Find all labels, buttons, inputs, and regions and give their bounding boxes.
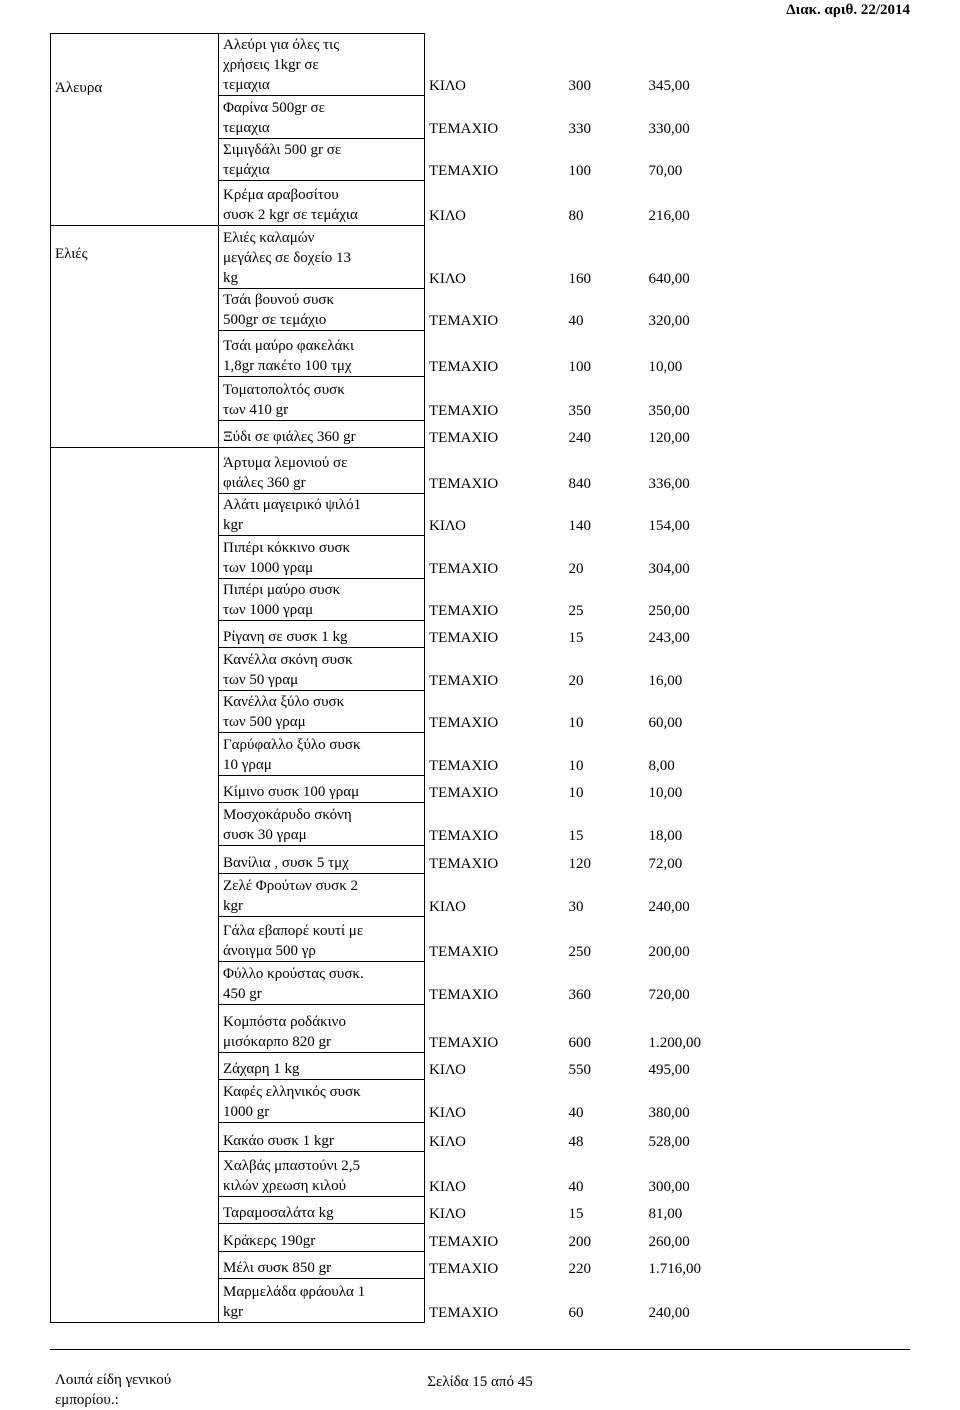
item-unit-cell	[425, 648, 565, 691]
item-quantity-cell	[565, 1224, 645, 1252]
item-unit-cell	[425, 1005, 565, 1053]
item-quantity-cell	[565, 733, 645, 776]
item-total: 70,00	[648, 162, 683, 179]
item-quantity: 25	[568, 602, 584, 619]
item-total-cell	[645, 421, 725, 448]
item-quantity: 10	[568, 757, 584, 774]
item-total-cell	[645, 377, 725, 421]
item-unit-cell	[425, 776, 565, 803]
item-total-cell	[645, 803, 725, 846]
item-description-cell	[219, 421, 425, 448]
item-unit-cell	[425, 691, 565, 733]
item-quantity: 840	[568, 475, 591, 492]
item-total: 336,00	[648, 475, 690, 492]
item-description: Χαλβάς μπαστούνι 2,5 κιλών χρεωση κιλού	[223, 1158, 360, 1194]
item-unit-cell	[425, 1252, 565, 1279]
item-total-cell	[645, 648, 725, 691]
item-quantity: 10	[568, 714, 584, 731]
item-unit: ΤΕΜΑΧΙΟ	[429, 162, 499, 179]
item-total-cell	[645, 1080, 725, 1123]
item-description-cell	[219, 962, 425, 1005]
item-total-cell	[645, 776, 725, 803]
item-quantity: 330	[568, 120, 591, 137]
item-quantity: 100	[568, 162, 591, 179]
item-quantity: 600	[568, 1034, 591, 1051]
item-description: Ζάχαρη 1 kg	[223, 1061, 300, 1077]
category-cell	[51, 448, 219, 1408]
item-unit: ΤΕΜΑΧΙΟ	[429, 855, 499, 872]
category-cell	[51, 34, 219, 226]
table-row	[51, 34, 725, 96]
item-total: 1.716,00	[648, 1260, 701, 1277]
item-quantity-cell	[565, 579, 645, 621]
item-total-cell	[645, 181, 725, 226]
item-unit: ΤΕΜΑΧΙΟ	[429, 358, 499, 375]
item-unit: ΤΕΜΑΧΙΟ	[429, 784, 499, 801]
item-unit-cell	[425, 226, 565, 289]
item-unit: ΚΙΛΟ	[429, 1104, 466, 1121]
item-unit-cell	[425, 1080, 565, 1123]
item-total: 81,00	[648, 1205, 683, 1222]
item-description-cell	[219, 579, 425, 621]
item-unit: ΤΕΜΑΧΙΟ	[429, 1034, 499, 1051]
item-quantity-cell	[565, 421, 645, 448]
item-unit-cell	[425, 1152, 565, 1197]
item-description: Άρτυμα λεμονιού σε φιάλες 360 gr	[223, 455, 348, 491]
item-total: 72,00	[648, 855, 683, 872]
item-quantity: 15	[568, 629, 584, 646]
item-description: Βανίλια , συσκ 5 τμχ	[223, 855, 349, 871]
item-unit: ΤΕΜΑΧΙΟ	[429, 560, 499, 577]
item-total-cell	[645, 733, 725, 776]
item-total-cell	[645, 494, 725, 536]
category-label: Λοιπά είδη γενικού εμπορίου.:	[55, 1372, 172, 1408]
item-description: Ταραμοσαλάτα kg	[223, 1205, 334, 1221]
item-unit-cell	[425, 1197, 565, 1224]
item-total-cell	[645, 579, 725, 621]
item-quantity-cell	[565, 34, 645, 96]
item-total-cell	[645, 1053, 725, 1080]
item-quantity-cell	[565, 377, 645, 421]
item-quantity: 200	[568, 1233, 591, 1250]
item-quantity: 80	[568, 207, 584, 224]
item-unit-cell	[425, 1224, 565, 1252]
item-total-cell	[645, 1224, 725, 1252]
item-unit-cell	[425, 803, 565, 846]
item-quantity: 250	[568, 943, 591, 960]
item-quantity-cell	[565, 621, 645, 648]
item-total: 380,00	[648, 1104, 690, 1121]
item-description: Φύλλο κρούστας συσκ. 450 gr	[223, 966, 364, 1002]
item-total-cell	[645, 289, 725, 331]
item-total: 200,00	[648, 943, 690, 960]
item-quantity: 60	[568, 1304, 584, 1321]
item-quantity-cell	[565, 448, 645, 494]
item-quantity-cell	[565, 96, 645, 139]
item-description: Τσάι βουνού συσκ 500gr σε τεμάχιο	[223, 292, 335, 328]
item-description-cell	[219, 691, 425, 733]
item-unit: ΤΕΜΑΧΙΟ	[429, 312, 499, 329]
document-reference: Διακ. αριθ. 22/2014	[786, 2, 910, 18]
item-description-cell	[219, 289, 425, 331]
item-unit: ΚΙΛΟ	[429, 1205, 466, 1222]
item-unit: ΤΕΜΑΧΙΟ	[429, 986, 499, 1003]
item-total: 240,00	[648, 898, 690, 915]
item-description-cell	[219, 874, 425, 917]
item-total-cell	[645, 1005, 725, 1053]
item-description: Ξύδι σε φιάλες 360 gr	[223, 429, 356, 445]
item-unit-cell	[425, 874, 565, 917]
item-description-cell	[219, 803, 425, 846]
item-description-cell	[219, 181, 425, 226]
item-description: Ρίγανη σε συσκ 1 kg	[223, 629, 348, 645]
item-quantity-cell	[565, 1252, 645, 1279]
item-total-cell	[645, 962, 725, 1005]
item-description: Γαρύφαλλο ξύλο συσκ 10 γραμ	[223, 737, 361, 773]
item-unit-cell	[425, 846, 565, 874]
item-description-cell	[219, 1080, 425, 1123]
item-description-cell	[219, 377, 425, 421]
item-total-cell	[645, 691, 725, 733]
item-unit: ΤΕΜΑΧΙΟ	[429, 714, 499, 731]
item-description: Αλάτι μαγειρικό ψιλό1 kgr	[223, 497, 362, 533]
item-description: Πιπέρι μαύρο συσκ των 1000 γραμ	[223, 582, 341, 618]
item-unit: ΤΕΜΑΧΙΟ	[429, 1260, 499, 1277]
item-total: 18,00	[648, 827, 683, 844]
category-cell	[51, 226, 219, 448]
item-quantity: 40	[568, 1104, 584, 1121]
item-quantity-cell	[565, 846, 645, 874]
item-description-cell	[219, 96, 425, 139]
item-unit-cell	[425, 1123, 565, 1152]
item-unit-cell	[425, 962, 565, 1005]
item-quantity-cell	[565, 1197, 645, 1224]
item-quantity-cell	[565, 1279, 645, 1323]
item-unit-cell	[425, 34, 565, 96]
item-description-cell	[219, 846, 425, 874]
item-quantity: 30	[568, 898, 584, 915]
item-total: 250,00	[648, 602, 690, 619]
item-total: 304,00	[648, 560, 690, 577]
item-unit: ΤΕΜΑΧΙΟ	[429, 629, 499, 646]
item-quantity-cell	[565, 803, 645, 846]
item-total: 243,00	[648, 629, 690, 646]
item-description-cell	[219, 733, 425, 776]
item-unit: ΤΕΜΑΧΙΟ	[429, 1233, 499, 1250]
item-description: Τοματοπολτός συσκ των 410 gr	[223, 382, 345, 418]
item-unit-cell	[425, 289, 565, 331]
item-total: 60,00	[648, 714, 683, 731]
item-quantity: 48	[568, 1133, 584, 1150]
item-total-cell	[645, 139, 725, 181]
item-description: Κανέλλα σκόνη συσκ των 50 γραμ	[223, 652, 353, 688]
item-unit: ΤΕΜΑΧΙΟ	[429, 120, 499, 137]
item-description: Κανέλλα ξύλο συσκ των 500 γραμ	[223, 694, 345, 730]
item-unit: ΤΕΜΑΧΙΟ	[429, 757, 499, 774]
item-quantity-cell	[565, 1053, 645, 1080]
item-total: 528,00	[648, 1133, 690, 1150]
item-description-cell	[219, 1152, 425, 1197]
item-description-cell	[219, 34, 425, 96]
item-description: Μαρμελάδα φράουλα 1 kgr	[223, 1284, 366, 1320]
item-description: Μοσχοκάρυδο σκόνη συσκ 30 γραμ	[223, 807, 352, 843]
item-unit: ΤΕΜΑΧΙΟ	[429, 672, 499, 689]
item-unit-cell	[425, 448, 565, 494]
item-unit-cell	[425, 917, 565, 962]
item-description: Κίμινο συσκ 100 γραμ	[223, 784, 360, 800]
item-quantity-cell	[565, 917, 645, 962]
item-total-cell	[645, 1197, 725, 1224]
item-total-cell	[645, 331, 725, 377]
item-total: 16,00	[648, 672, 683, 689]
item-description-cell	[219, 1197, 425, 1224]
item-quantity: 15	[568, 1205, 584, 1222]
item-total: 8,00	[648, 757, 675, 774]
item-total-cell	[645, 621, 725, 648]
item-description-cell	[219, 494, 425, 536]
item-unit: ΤΕΜΑΧΙΟ	[429, 402, 499, 419]
item-description: Ελιές καλαμών μεγάλες σε δοχείο 13 kg	[223, 230, 352, 286]
item-total: 640,00	[648, 270, 690, 287]
item-quantity: 15	[568, 827, 584, 844]
item-total-cell	[645, 1123, 725, 1152]
item-total: 216,00	[648, 207, 690, 224]
item-total: 10,00	[648, 784, 683, 801]
item-quantity: 350	[568, 402, 591, 419]
item-total: 1.200,00	[648, 1034, 701, 1051]
item-quantity-cell	[565, 536, 645, 579]
item-description: Καφές ελληνικός συσκ 1000 gr	[223, 1084, 361, 1120]
item-quantity: 20	[568, 672, 584, 689]
item-quantity: 40	[568, 312, 584, 329]
item-quantity-cell	[565, 691, 645, 733]
category-label: Άλευρα	[55, 80, 103, 96]
item-unit: ΚΙΛΟ	[429, 898, 466, 915]
item-total-cell	[645, 226, 725, 289]
item-total: 495,00	[648, 1061, 690, 1078]
page-number: Σελίδα 15 από 45	[427, 1374, 533, 1390]
item-description: Γάλα εβαπορέ κουτί με άνοιγμα 500 γρ	[223, 923, 364, 959]
item-quantity-cell	[565, 776, 645, 803]
item-total: 300,00	[648, 1178, 690, 1195]
item-description-cell	[219, 536, 425, 579]
item-quantity: 40	[568, 1178, 584, 1195]
item-quantity-cell	[565, 1123, 645, 1152]
item-total: 240,00	[648, 1304, 690, 1321]
item-unit-cell	[425, 494, 565, 536]
item-description-cell	[219, 776, 425, 803]
item-description-cell	[219, 331, 425, 377]
item-total-cell	[645, 917, 725, 962]
item-unit: ΚΙΛΟ	[429, 207, 466, 224]
item-unit: ΤΕΜΑΧΙΟ	[429, 827, 499, 844]
item-total-cell	[645, 1152, 725, 1197]
item-unit: ΚΙΛΟ	[429, 77, 466, 94]
item-total: 320,00	[648, 312, 690, 329]
item-unit-cell	[425, 331, 565, 377]
item-quantity-cell	[565, 289, 645, 331]
item-unit: ΤΕΜΑΧΙΟ	[429, 429, 499, 446]
item-total-cell	[645, 1252, 725, 1279]
item-total-cell	[645, 874, 725, 917]
item-unit-cell	[425, 1053, 565, 1080]
item-unit-cell	[425, 181, 565, 226]
item-quantity: 10	[568, 784, 584, 801]
item-description-cell	[219, 1252, 425, 1279]
item-total-cell	[645, 846, 725, 874]
table-row	[51, 448, 725, 494]
item-total: 350,00	[648, 402, 690, 419]
item-description: Κακάο συσκ 1 kgr	[223, 1133, 334, 1149]
item-quantity-cell	[565, 1080, 645, 1123]
item-quantity-cell	[565, 139, 645, 181]
item-description: Σιμιγδάλι 500 gr σε τεμάχια	[223, 142, 342, 178]
item-quantity: 300	[568, 77, 591, 94]
item-description-cell	[219, 1123, 425, 1152]
item-description-cell	[219, 1279, 425, 1323]
item-quantity: 160	[568, 270, 591, 287]
item-description-cell	[219, 1005, 425, 1053]
item-total: 720,00	[648, 986, 690, 1003]
item-total: 345,00	[648, 77, 690, 94]
item-quantity: 20	[568, 560, 584, 577]
item-quantity-cell	[565, 874, 645, 917]
item-quantity: 220	[568, 1260, 591, 1277]
item-description-cell	[219, 648, 425, 691]
item-unit: ΚΙΛΟ	[429, 1061, 466, 1078]
item-unit-cell	[425, 536, 565, 579]
item-unit-cell	[425, 1279, 565, 1323]
item-quantity-cell	[565, 1005, 645, 1053]
item-description: Αλεύρι για όλες τις χρήσεις 1kgr σε τεμαχια	[223, 37, 340, 93]
footer-divider	[50, 1349, 910, 1350]
item-quantity-cell	[565, 226, 645, 289]
item-description-cell	[219, 448, 425, 494]
item-total: 330,00	[648, 120, 690, 137]
item-total-cell	[645, 1279, 725, 1323]
item-description-cell	[219, 917, 425, 962]
item-quantity-cell	[565, 331, 645, 377]
item-quantity-cell	[565, 962, 645, 1005]
item-total-cell	[645, 34, 725, 96]
item-unit-cell	[425, 139, 565, 181]
item-quantity: 120	[568, 855, 591, 872]
item-quantity: 100	[568, 358, 591, 375]
item-description: Πιπέρι κόκκινο συσκ των 1000 γραμ	[223, 540, 351, 576]
item-unit-cell	[425, 96, 565, 139]
item-unit-cell	[425, 421, 565, 448]
item-description: Τσάι μαύρο φακελάκι 1,8gr πακέτο 100 τμχ	[223, 338, 355, 374]
item-description: Κρέμα αραβοσίτου συσκ 2 kgr σε τεμάχια	[223, 187, 358, 223]
item-total: 120,00	[648, 429, 690, 446]
item-unit: ΤΕΜΑΧΙΟ	[429, 602, 499, 619]
item-description-cell	[219, 226, 425, 289]
item-unit: ΚΙΛΟ	[429, 270, 466, 287]
item-quantity-cell	[565, 648, 645, 691]
item-total: 10,00	[648, 358, 683, 375]
item-unit-cell	[425, 377, 565, 421]
item-total-cell	[645, 536, 725, 579]
item-quantity-cell	[565, 494, 645, 536]
item-unit: ΚΙΛΟ	[429, 517, 466, 534]
item-quantity: 360	[568, 986, 591, 1003]
item-unit: ΤΕΜΑΧΙΟ	[429, 943, 499, 960]
item-total: 260,00	[648, 1233, 690, 1250]
item-quantity: 550	[568, 1061, 591, 1078]
item-description: Ζελέ Φρούτων συσκ 2 kgr	[223, 878, 358, 914]
item-description: Μέλι συσκ 850 gr	[223, 1260, 332, 1276]
item-unit: ΚΙΛΟ	[429, 1178, 466, 1195]
item-quantity: 140	[568, 517, 591, 534]
table-row	[51, 226, 725, 289]
category-label: Ελιές	[55, 246, 88, 262]
item-quantity-cell	[565, 181, 645, 226]
item-unit: ΤΕΜΑΧΙΟ	[429, 475, 499, 492]
item-description-cell	[219, 1224, 425, 1252]
item-total-cell	[645, 96, 725, 139]
item-unit: ΤΕΜΑΧΙΟ	[429, 1304, 499, 1321]
item-total: 154,00	[648, 517, 690, 534]
item-description: Κομπόστα ροδάκινο μισόκαρπο 820 gr	[223, 1014, 346, 1050]
item-unit-cell	[425, 733, 565, 776]
item-quantity: 240	[568, 429, 591, 446]
item-description: Φαρίνα 500gr σε τεμαχια	[223, 100, 325, 136]
item-total-cell	[645, 448, 725, 494]
item-description: Κράκερς 190gr	[223, 1233, 316, 1249]
item-description-cell	[219, 139, 425, 181]
item-unit-cell	[425, 579, 565, 621]
item-unit-cell	[425, 621, 565, 648]
item-unit: ΚΙΛΟ	[429, 1133, 466, 1150]
item-quantity-cell	[565, 1152, 645, 1197]
item-description-cell	[219, 621, 425, 648]
item-description-cell	[219, 1053, 425, 1080]
